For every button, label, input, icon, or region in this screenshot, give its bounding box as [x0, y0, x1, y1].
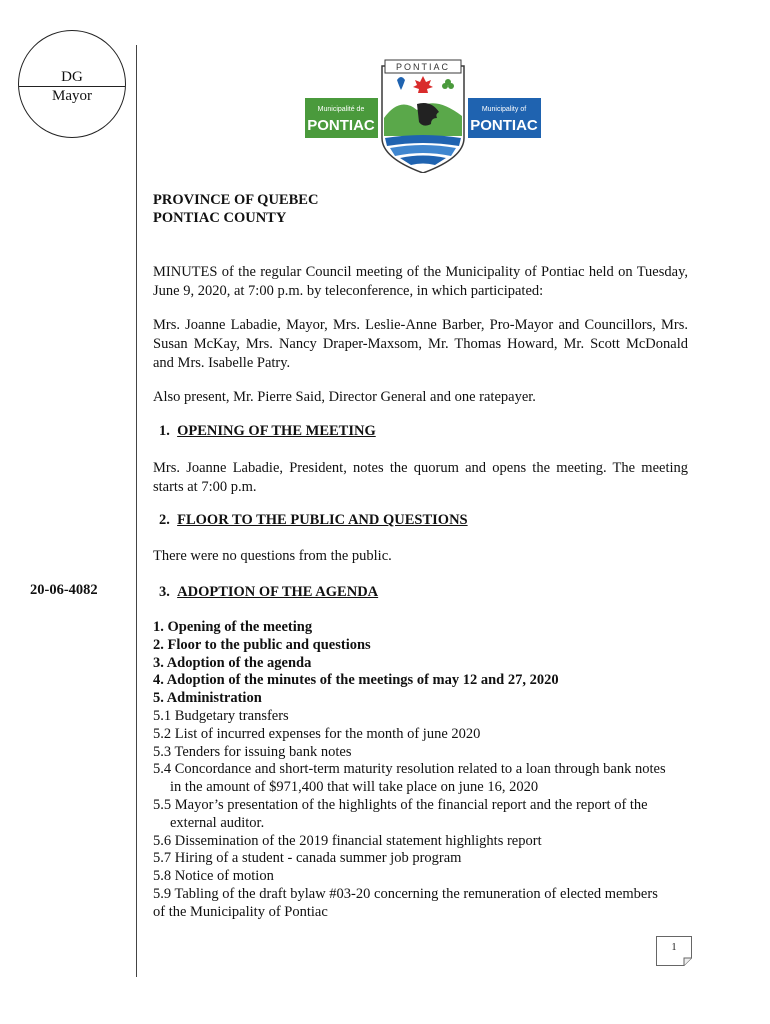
section-number: 3. — [159, 584, 170, 600]
section-2-heading — [159, 512, 468, 529]
header-province: PROVINCE OF QUEBEC — [153, 192, 319, 208]
agenda-item: of the Municipality of Pontiac — [153, 903, 328, 920]
agenda-item: 2. Floor to the public and questions — [153, 636, 371, 653]
agenda-item: 1. Opening of the meeting — [153, 619, 313, 635]
logo-right-big: PONTIAC — [470, 117, 538, 134]
agenda-item: 5.4 Concordance and short-term maturity resolution related to a loan through bank notes — [153, 761, 666, 778]
section-title: OPENING OF THE MEETING — [177, 423, 376, 439]
resolution-number: 20-06-4082 — [30, 582, 98, 598]
logo-right-small: Municipality of — [481, 106, 527, 113]
section-title: ADOPTION OF THE AGENDA — [177, 584, 379, 600]
agenda-item: 5.9 Tabling of the draft bylaw #03-20 concerning the remuneration of elected members — [153, 885, 658, 902]
agenda-item: 5.7 Hiring of a student - canada summer job program — [153, 850, 462, 867]
agenda-item: external auditor. — [170, 814, 265, 831]
section-number: 1. — [159, 423, 170, 439]
agenda-item: 5.2 List of incurred expenses for the month of june 2020 — [153, 725, 481, 742]
agenda-list — [153, 619, 698, 922]
agenda-item: 5.5 Mayor’s presentation of the highlights of the financial report and the report of the — [153, 796, 648, 813]
stamp-dg-label: DG — [61, 69, 83, 85]
intro-paragraph: MINUTES of the regular Council meeting of the Municipality of Pontiac held on Tuesday, June 9, 2020, at 7:00 p.m. by teleconference, in which participated: — [153, 264, 688, 299]
section-1-body: Mrs. Joanne Labadie, President, notes the quorum and opens the meeting. The meeting starts at 7:00 p.m. — [153, 460, 688, 495]
agenda-item: 4. Adoption of the minutes of the meetings of may 12 and 27, 2020 — [153, 672, 559, 689]
also-present-paragraph: Also present, Mr. Pierre Said, Director General and one ratepayer. — [153, 389, 536, 405]
section-2-body: There were no questions from the public. — [153, 548, 392, 564]
agenda-item: in the amount of $971,400 that will take place on june 16, 2020 — [170, 779, 539, 796]
initials-stamp — [18, 30, 126, 138]
agenda-item: 3. Adoption of the agenda — [153, 654, 312, 671]
agenda-item: 5. Administration — [153, 690, 262, 707]
page-number-box — [656, 936, 692, 966]
logo-left-big: PONTIAC — [307, 117, 375, 134]
section-1-heading — [159, 423, 376, 440]
stamp-mayor-label: Mayor — [52, 88, 92, 104]
logo-banner-text: PONTIAC — [395, 62, 451, 72]
stamp-divider — [19, 86, 125, 87]
section-title: FLOOR TO THE PUBLIC AND QUESTIONS — [177, 512, 468, 528]
margin-rule — [136, 45, 137, 977]
agenda-item: 5.1 Budgetary transfers — [153, 707, 289, 724]
agenda-item: 5.8 Notice of motion — [153, 868, 274, 885]
agenda-item: 5.6 Dissemination of the 2019 financial statement highlights report — [153, 832, 542, 849]
participants-paragraph: Mrs. Joanne Labadie, Mayor, Mrs. Leslie-Anne Barber, Pro-Mayor and Councillors, Mrs. Susan McKay, Mrs. Nancy Draper-Maxsom, Mr. Thomas Howard, Mr. Scott McDonald and Mrs. Isabelle Patry. — [153, 317, 688, 371]
header-county: PONTIAC COUNTY — [153, 210, 287, 226]
section-number: 2. — [159, 512, 170, 528]
page-number: 1 — [671, 942, 677, 953]
section-3-heading — [159, 584, 378, 601]
logo-left-small: Municipalité de — [317, 106, 365, 113]
agenda-item: 5.3 Tenders for issuing bank notes — [153, 743, 352, 760]
pontiac-logo — [305, 58, 541, 173]
